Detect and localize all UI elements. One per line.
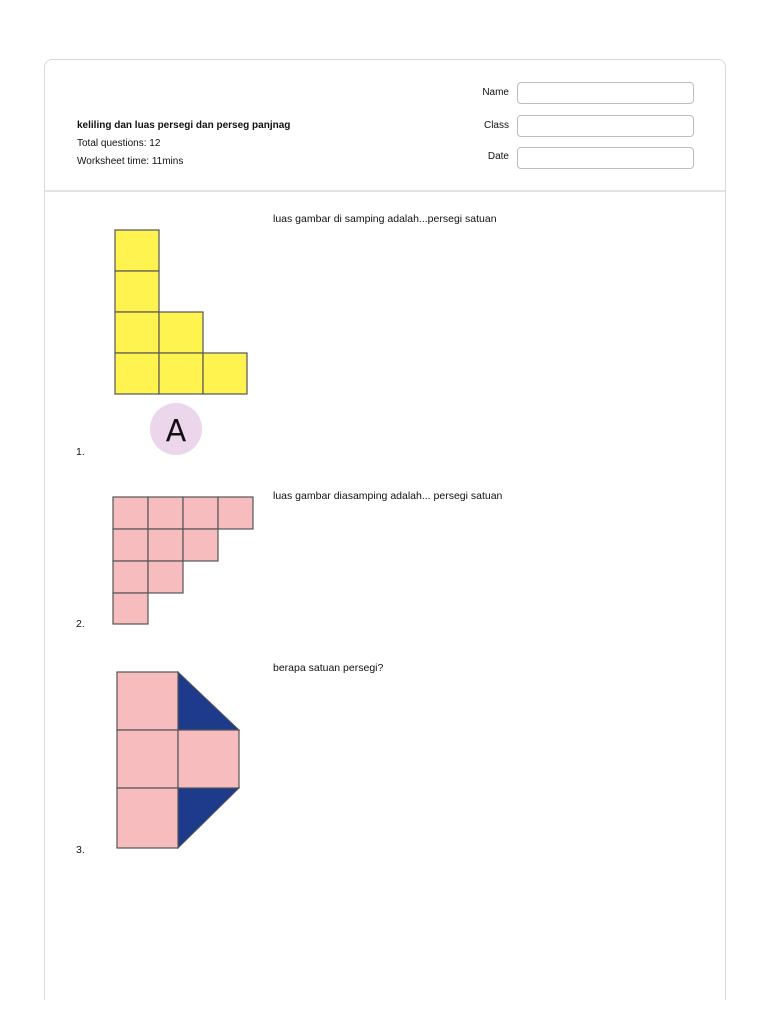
worksheet-title: keliling dan luas persegi dan perseg panjnag [77,120,291,131]
unit-square [178,730,239,788]
triangle [178,788,239,848]
unit-square [117,672,178,730]
question-2-text: luas gambar diasamping adalah... persegi satuan [273,490,503,502]
unit-square [183,529,218,561]
name-field[interactable] [517,82,694,104]
unit-square [117,788,178,848]
question-2-figure [112,496,252,626]
question-1-figure [105,222,265,457]
unit-square [203,353,247,394]
yellow-unit-squares [115,230,247,394]
total-questions: Total questions: 12 [77,138,161,149]
date-field[interactable] [517,147,694,169]
unit-square [113,593,148,624]
badge-letter: A [165,414,187,449]
unit-square [183,497,218,529]
unit-square [117,730,178,788]
pink-unit-squares [113,497,253,624]
unit-square [113,561,148,593]
unit-square [148,561,183,593]
pink-unit-squares [117,672,239,848]
name-label: Name [482,87,509,98]
triangle [178,672,239,730]
unit-square [148,529,183,561]
class-field[interactable] [517,115,694,137]
worksheet-header [45,60,725,192]
question-1-text: luas gambar di samping adalah...persegi satuan [273,213,497,225]
unit-square [115,312,159,353]
date-label: Date [487,151,509,162]
unit-square [115,271,159,312]
unit-square [115,230,159,271]
unit-square [113,497,148,529]
class-label: Class [483,120,509,131]
unit-square [115,353,159,394]
unit-square [159,353,203,394]
worksheet-time: Worksheet time: 11mins [77,156,184,167]
unit-square [218,497,253,529]
unit-square [159,312,203,353]
question-2-number: 2. [76,618,85,630]
question-1-number: 1. [76,446,85,458]
question-3-figure [115,671,245,851]
unit-square [148,497,183,529]
question-3-text: berapa satuan persegi? [273,662,384,674]
unit-square [113,529,148,561]
worksheet-page [44,59,726,1000]
question-3-number: 3. [76,844,85,856]
